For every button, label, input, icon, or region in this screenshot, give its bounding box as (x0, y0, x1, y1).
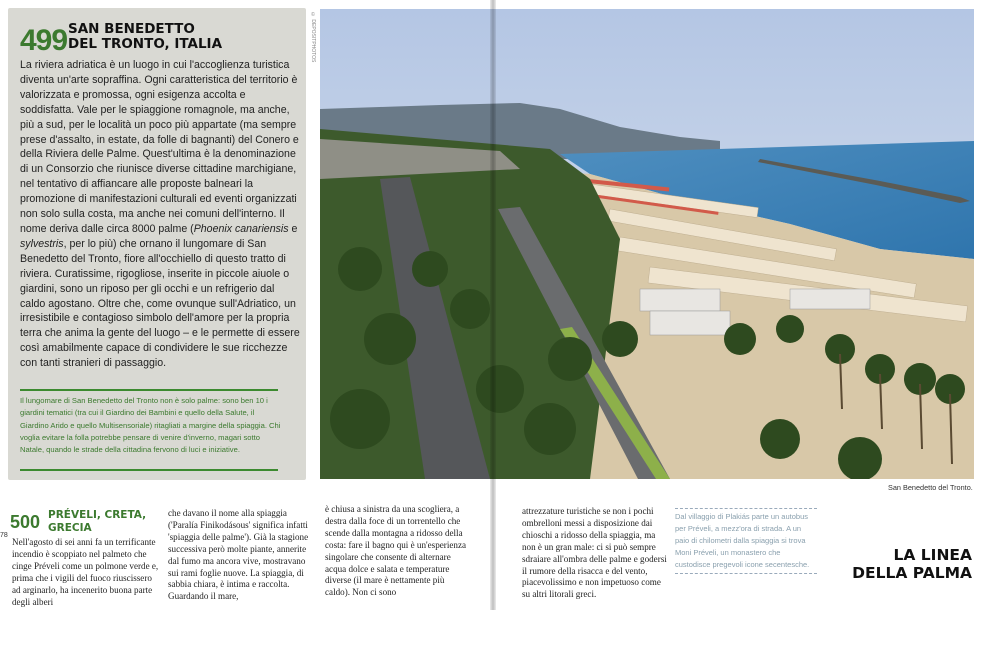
entry-499-note: Il lungomare di San Benedetto del Tronto non è solo palme: sono ben 10 i giardini tematici (tra cui il Giardino dei Bambini e quello della Salute, il Giardino Arido e quello Multisensoriale) ritagliati a margine della spiaggia. Chi voglia evitare la folla potrebbe pensare di venire d'inverno, magari sotto Natale, quando le strade della cittadina fervono di luci e iniziative. (20, 396, 281, 455)
page-number: 78 (0, 532, 8, 539)
entry-500-title-line2: GRECIA (48, 521, 92, 534)
photo-illustration (320, 9, 974, 479)
entry-500-column-3: è chiusa a sinistra da una scogliera, a destra dalla foce di un torrentello che scende dalla montagna a ridosso della costa: fare il bagno qui è un'esperienza singolare che consente di alternare acqua dolce e salata e temperature diverse (il mare è nettamente più caldo). Non ci sono (325, 504, 467, 598)
photo-caption: San Benedetto del Tronto. (888, 483, 973, 492)
entry-500-side-note: Dal villaggio di Plakiás parte un autobus per Préveli, a mezz'ora di strada. A un paio di chilometri dalla spiaggia si trova Moni Préveli, un monastero che custodisce pregevoli icone secentesche. (675, 508, 817, 574)
section-title (830, 546, 972, 582)
beach-photo (320, 9, 974, 479)
entry-500-title-line1: PRÉVELI, CRETA, (48, 509, 147, 521)
entry-499-title-line2: DEL TRONTO, ITALIA (68, 36, 223, 52)
body-part-1: La riviera adriatica è un luogo in cui l'accoglienza turistica diventa un'arte sopraffina. Ogni caratteristica del territorio è valorizzata e promossa, ogni esigenza accolta e soddisfatta. Vale per le spiaggione romagnole, ma anche, più a sud, per le località un poco più appartate (ma sempre prese d'assalto, in estate, da folle di bagnanti) del Conero e della Riviera delle Palme. Quest'ultima è la denominazione di un Consorzio che riunisce diverse cittadine marchigiane, nel tentativo di affiancare alle proposte balneari la promozione di manifestazioni culturali ed eventi organizzati non solo sulla costa, ma anche nei comuni dell'interno. Il nome deriva dalle circa 8000 palme ( (20, 59, 299, 235)
entry-500-number: 500 (10, 512, 41, 532)
species-1: Phoenix canariensis (193, 222, 289, 235)
entry-499-title-line1: SAN BENEDETTO (68, 21, 195, 37)
entry-499-body (20, 58, 302, 371)
species-2: sylvestris (20, 237, 64, 250)
entry-500-title (48, 509, 158, 534)
body-part-2: e (288, 222, 298, 235)
section-title-line1: LA LINEA (893, 546, 972, 564)
entry-500-column-4: attrezzature turistiche se non i pochi ombrelloni messi a disposizione dai chioschi a ridosso della spiaggia, ma non è un gran male: ci si può sempre sdraiare all'ombra delle palme e godersi il rumore della risacca e del vento, piacevolissimo e non impetuoso come su altri litorali greci. (522, 506, 667, 600)
green-rule-top (20, 389, 278, 391)
section-title-line2: DELLA PALMA (852, 564, 972, 582)
page-gutter (490, 0, 496, 610)
entry-499-title (68, 22, 300, 52)
entry-500-column-1: Nell'agosto di sei anni fa un terrificante incendio è scoppiato nel palmeto che cinge Préveli come un polmone verde e, prima che i vigili del fuoco riuscissero ad arginarlo, ha incenerito buona parte degli alberi (12, 537, 159, 607)
photo-credit: © DEPOSITPHOTOS (310, 12, 316, 63)
entry-499-number: 499 (20, 24, 68, 57)
green-rule-bottom (20, 469, 278, 471)
entry-500-column-2: che davano il nome alla spiaggia ('Paralía Finikodásous' significa infatti 'spiaggia delle palme'). Già la stagione successiva però molte piante, annerite dal fumo ma ancora vive, mostravano sui rami foglie nuove. La spiaggia, di sabbia chiara, è intima e raccolta. Guardando il mare, (168, 508, 309, 602)
body-part-3: , per lo più) che ornano il lungomare di San Benedetto del Tronto, fiore all'occhiello di questo tratto di riviera. Curatissime, rigogliose, inserite in piccole aiuole o giardini, sono un riposo per gli occhi e un refrigerio dal caldo agostano. Oltre che, come ovunque sull'Adriatico, un irresistibile e contagioso simbolo dell'amore per la propria terra che anima la gente del luogo – e le permette di essere così amabilmente capace di condividere le sue ricchezze con tanti stranieri di passaggio. (20, 237, 300, 370)
